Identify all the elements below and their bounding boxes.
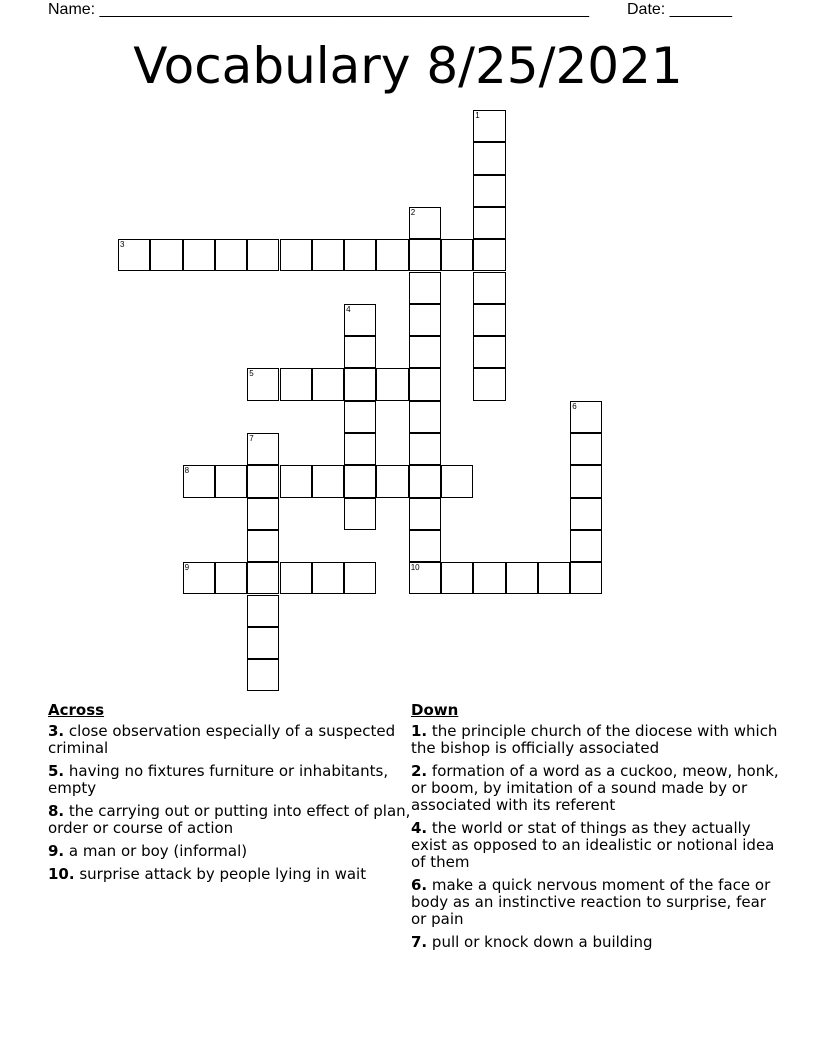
grid-cell[interactable] <box>376 465 408 497</box>
grid-cell[interactable] <box>409 401 441 433</box>
across-clue <box>48 763 418 797</box>
clue-text: close observation especially of a suspected criminal <box>48 722 396 757</box>
grid-cell[interactable] <box>183 465 215 497</box>
grid-cell[interactable] <box>506 562 538 594</box>
grid-cell[interactable] <box>409 272 441 304</box>
grid-cell[interactable] <box>570 530 602 562</box>
name-field[interactable]: Name: _______________________________________________________ <box>48 1 589 18</box>
clue-number: 7. <box>411 933 428 951</box>
clue-text: a man or boy (informal) <box>68 842 248 860</box>
grid-cell[interactable] <box>409 304 441 336</box>
across-clue <box>48 723 418 757</box>
clue-number: 10. <box>48 865 75 883</box>
clue-text: formation of a word as a cuckoo, meow, honk, or boom, by imitation of a sound made by or associated with its referent <box>411 762 779 814</box>
down-clues <box>411 702 781 957</box>
grid-cell[interactable] <box>570 433 602 465</box>
grid-cell[interactable] <box>215 465 247 497</box>
grid-cell[interactable] <box>150 239 182 271</box>
grid-cell[interactable] <box>183 562 215 594</box>
down-heading: Down <box>411 701 459 719</box>
across-clue <box>48 803 418 837</box>
grid-cell[interactable] <box>473 562 505 594</box>
clue-number: 3 <box>120 240 125 250</box>
clue-number: 9. <box>48 842 65 860</box>
grid-cell[interactable] <box>247 433 279 465</box>
grid-cell[interactable] <box>312 562 344 594</box>
grid-cell[interactable] <box>570 401 602 433</box>
grid-cell[interactable] <box>344 336 376 368</box>
down-clue <box>411 877 781 928</box>
across-clue <box>48 866 418 883</box>
down-clue <box>411 934 781 951</box>
clue-text: the carrying out or putting into effect of plan, order or course of action <box>48 802 411 837</box>
clue-number: 3. <box>48 722 65 740</box>
grid-cell[interactable] <box>344 401 376 433</box>
clue-text: the principle church of the diocese with which the bishop is officially associated <box>411 722 778 757</box>
grid-cell[interactable] <box>376 368 408 400</box>
across-clue <box>48 843 418 860</box>
grid-cell[interactable] <box>247 562 279 594</box>
down-clue <box>411 763 781 814</box>
clue-number: 7 <box>249 434 254 443</box>
grid-cell[interactable] <box>183 239 215 271</box>
grid-cell[interactable] <box>473 336 505 368</box>
grid-cell[interactable] <box>344 465 376 497</box>
across-clues <box>48 702 418 889</box>
clue-number: 10 <box>410 563 420 573</box>
down-clue <box>411 723 781 757</box>
grid-cell[interactable] <box>409 239 441 271</box>
grid-cell[interactable] <box>247 627 279 659</box>
grid-cell[interactable] <box>344 433 376 465</box>
grid-cell[interactable] <box>473 368 505 400</box>
grid-cell[interactable] <box>570 498 602 530</box>
grid-cell[interactable] <box>280 465 312 497</box>
clue-number: 6. <box>411 876 428 894</box>
clue-number: 9 <box>184 563 190 573</box>
grid-cell[interactable] <box>247 498 279 530</box>
grid-cell[interactable] <box>441 239 473 271</box>
clue-number: 1 <box>475 111 480 120</box>
grid-cell[interactable] <box>409 433 441 465</box>
grid-cell[interactable] <box>441 562 473 594</box>
grid-cell[interactable] <box>247 595 279 627</box>
clue-number: 1. <box>411 722 428 740</box>
grid-cell[interactable] <box>118 239 150 271</box>
down-clue <box>411 820 781 871</box>
grid-cell[interactable] <box>441 465 473 497</box>
grid-cell[interactable] <box>409 498 441 530</box>
grid-cell[interactable] <box>473 272 505 304</box>
grid-cell[interactable] <box>409 465 441 497</box>
grid-cell[interactable] <box>538 562 570 594</box>
grid-cell[interactable] <box>473 142 505 174</box>
grid-cell[interactable] <box>570 562 602 594</box>
grid-cell[interactable] <box>247 368 279 400</box>
clue-number: 2 <box>410 207 416 217</box>
clue-number: 8 <box>184 466 190 476</box>
grid-cell[interactable] <box>344 239 376 271</box>
grid-cell[interactable] <box>570 465 602 497</box>
grid-cell[interactable] <box>312 239 344 271</box>
grid-cell[interactable] <box>376 239 408 271</box>
grid-cell[interactable] <box>280 368 312 400</box>
grid-cell[interactable] <box>473 239 505 271</box>
grid-cell[interactable] <box>280 239 312 271</box>
grid-cell[interactable] <box>312 368 344 400</box>
grid-cell[interactable] <box>247 530 279 562</box>
grid-cell[interactable] <box>409 368 441 400</box>
grid-cell[interactable] <box>215 239 247 271</box>
clue-number: 4 <box>346 304 351 314</box>
clue-number: 4. <box>411 819 428 837</box>
grid-cell[interactable] <box>409 336 441 368</box>
grid-cell[interactable] <box>409 530 441 562</box>
clue-number: 8. <box>48 802 65 820</box>
grid-cell[interactable] <box>344 304 376 336</box>
grid-cell[interactable] <box>247 239 279 271</box>
clue-text: the world or stat of things as they actually exist as opposed to an idealistic or notional idea of them <box>411 819 775 871</box>
grid-cell[interactable] <box>344 368 376 400</box>
clue-number: 5. <box>48 762 65 780</box>
grid-cell[interactable] <box>473 207 505 239</box>
clue-number: 6 <box>572 401 577 411</box>
grid-cell[interactable] <box>409 562 441 594</box>
grid-cell[interactable] <box>247 659 279 691</box>
grid-cell[interactable] <box>312 465 344 497</box>
grid-cell[interactable] <box>409 207 441 239</box>
clue-text: surprise attack by people lying in wait <box>79 865 367 883</box>
grid-cell[interactable] <box>344 562 376 594</box>
clue-text: having no fixtures furniture or inhabitants, empty <box>48 762 389 797</box>
across-heading: Across <box>48 701 105 719</box>
clue-text: pull or knock down a building <box>431 933 653 951</box>
grid-cell[interactable] <box>247 465 279 497</box>
clue-number: 2. <box>411 762 428 780</box>
grid-cell[interactable] <box>215 562 247 594</box>
grid-cell[interactable] <box>473 304 505 336</box>
clue-text: make a quick nervous moment of the face or body as an instinctive reaction to surprise, fear or pain <box>411 876 771 928</box>
page-title: Vocabulary 8/25/2021 <box>133 37 683 95</box>
date-field[interactable]: Date: _______ <box>627 1 732 18</box>
grid-cell[interactable] <box>280 562 312 594</box>
clue-number: 5 <box>249 369 254 379</box>
grid-cell[interactable] <box>344 498 376 530</box>
grid-cell[interactable] <box>473 175 505 207</box>
grid-cell[interactable] <box>473 110 505 142</box>
